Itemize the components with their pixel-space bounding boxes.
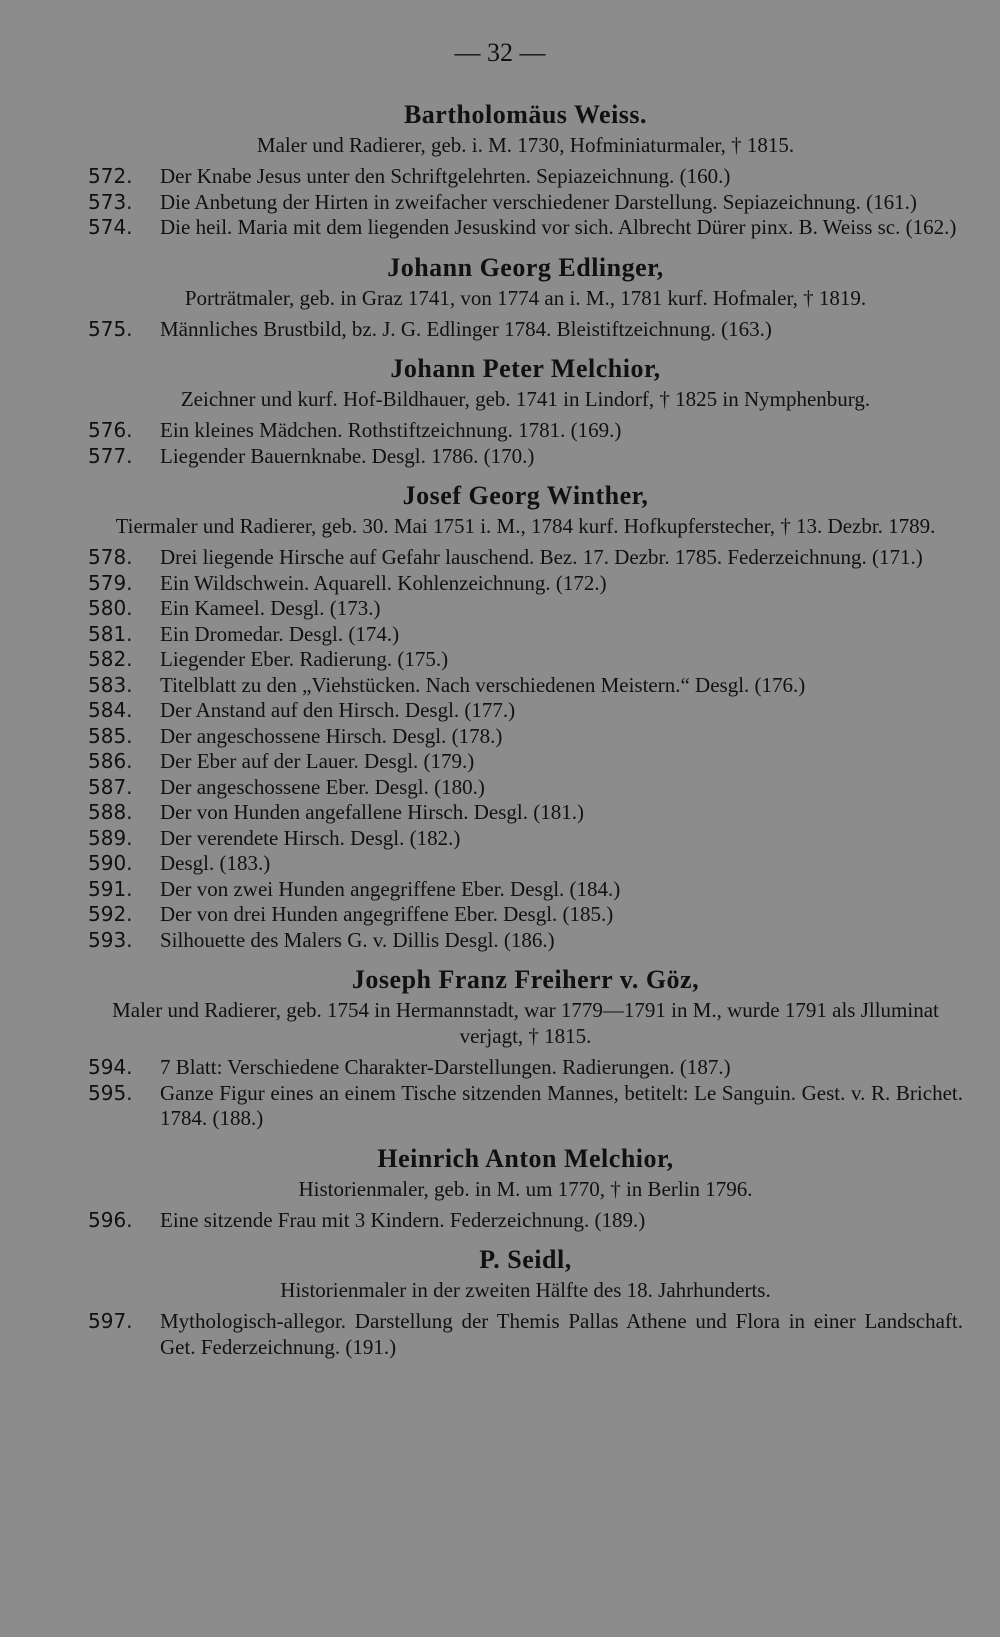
entry-text: Ein kleines Mädchen. Rothstiftzeichnung. 1781. (169.)	[160, 418, 622, 442]
catalog-entry	[88, 826, 963, 852]
catalog-entry	[88, 902, 963, 928]
artist-bio: Maler und Radierer, geb. 1754 in Hermannstadt, war 1779—1791 in M., wurde 1791 als Jlluminat verjagt, † 1815.	[112, 998, 939, 1048]
entry-number: 580.	[88, 596, 133, 620]
entry-number: 584.	[88, 698, 133, 722]
catalog-entry	[88, 877, 963, 903]
artist-section	[88, 965, 963, 1132]
entry-text: Der Anstand auf den Hirsch. Desgl. (177.)	[160, 698, 516, 722]
entry-number: 573.	[88, 189, 133, 214]
entry-number: 575.	[88, 316, 133, 341]
catalog-entry	[88, 800, 963, 826]
entry-number: 587.	[88, 774, 133, 799]
catalog-entry	[88, 647, 963, 673]
entry-text: Ganze Figur eines an einem Tische sitzenden Mannes, betitelt: Le Sanguin. Gest. v. R. Brichet. 1784. (188.)	[160, 1080, 963, 1130]
catalog-entry	[88, 215, 963, 241]
catalog-entry	[88, 1309, 963, 1360]
entry-number: 582.	[88, 647, 133, 671]
catalog-entry	[88, 622, 963, 648]
entry-text: Liegender Eber. Radierung. (175.)	[160, 647, 449, 671]
entry-number: 594.	[88, 1055, 133, 1079]
entry-text: Ein Wildschwein. Aquarell. Kohlenzeichnung. (172.)	[160, 570, 607, 595]
entry-text: Der angeschossene Eber. Desgl. (180.)	[160, 774, 485, 799]
entry-text: Die heil. Maria mit dem liegenden Jesuskind vor sich. Albrecht Dürer pinx. B. Weiss sc. (162.)	[160, 215, 957, 239]
entry-text: Der von drei Hunden angegriffene Eber. Desgl. (185.)	[160, 902, 614, 926]
catalog-entry	[88, 571, 963, 597]
entry-text: Männliches Brustbild, bz. J. G. Edlinger 1784. Bleistiftzeichnung. (163.)	[160, 316, 772, 341]
artist-bio: Zeichner und kurf. Hof-Bildhauer, geb. 1741 in Lindorf, † 1825 in Nymphenburg.	[180, 387, 871, 411]
catalog-entry	[88, 851, 963, 877]
entry-number: 579.	[88, 570, 133, 595]
catalog-entry	[88, 928, 963, 954]
artist-name: Johann Peter Melchior,	[390, 354, 661, 383]
catalog-entry	[88, 418, 963, 444]
catalog-entry	[88, 317, 963, 343]
entry-number: 595.	[88, 1080, 133, 1105]
entry-number: 596.	[88, 1207, 133, 1232]
artist-section	[88, 354, 963, 469]
artist-name: Bartholomäus Weiss.	[403, 100, 648, 129]
artist-name: Josef Georg Winther,	[402, 481, 649, 510]
entry-number: 591.	[88, 876, 133, 901]
catalog-entry	[88, 698, 963, 724]
artist-bio: Historienmaler, geb. in M. um 1770, † in Berlin 1796.	[298, 1176, 753, 1201]
entry-text: Liegender Bauernknabe. Desgl. 1786. (170.)	[160, 443, 535, 468]
artist-name: Joseph Franz Freiherr v. Göz,	[351, 965, 700, 994]
entry-text: Silhouette des Malers G. v. Dillis Desgl. (186.)	[160, 927, 555, 952]
entry-number: 589.	[88, 825, 133, 850]
catalog-entry	[88, 1208, 963, 1234]
entry-number: 593.	[88, 927, 133, 952]
entry-text: Der Knabe Jesus unter den Schriftgelehrten. Sepiazeichnung. (160.)	[160, 164, 731, 188]
catalog-entry	[88, 190, 963, 216]
artist-name: Johann Georg Edlinger,	[387, 252, 664, 282]
entry-number: 572.	[88, 164, 133, 188]
entry-number: 585.	[88, 723, 133, 748]
catalog-entry	[88, 444, 963, 470]
catalog-entry	[88, 673, 963, 699]
catalog-entry	[88, 596, 963, 622]
entry-number: 590.	[88, 851, 133, 875]
entry-text: Der angeschossene Hirsch. Desgl. (178.)	[160, 723, 503, 748]
entry-text: Titelblatt zu den „Viehstücken. Nach verschiedenen Meistern.“ Desgl. (176.)	[160, 672, 806, 697]
artist-section	[88, 481, 963, 953]
catalog-entry	[88, 724, 963, 750]
catalog-content	[88, 96, 963, 1372]
catalog-entry	[88, 775, 963, 801]
page-number: — 32 —	[454, 38, 546, 67]
entry-text: Die Anbetung der Hirten in zweifacher verschiedener Darstellung. Sepiazeichnung. (161.)	[160, 189, 917, 214]
entry-text: Drei liegende Hirsche auf Gefahr lauschend. Bez. 17. Dezbr. 1785. Federzeichnung. (171.)	[160, 545, 923, 569]
entry-text: Der verendete Hirsch. Desgl. (182.)	[160, 825, 461, 850]
artist-section	[88, 100, 963, 241]
artist-name: Heinrich Anton Melchior,	[377, 1143, 674, 1173]
artist-section	[88, 1144, 963, 1234]
artist-section	[88, 253, 963, 343]
catalog-entry	[88, 749, 963, 775]
artist-bio: Porträtmaler, geb. in Graz 1741, von 1774 an i. M., 1781 kurf. Hofmaler, † 1819.	[184, 285, 867, 310]
entry-number: 586.	[88, 749, 133, 773]
entry-text: Ein Dromedar. Desgl. (174.)	[160, 621, 400, 646]
entry-text: Mythologisch-allegor. Darstellung der Themis Pallas Athene und Flora in einer Landschaft. Get. Federzeichnung. (191.)	[160, 1309, 963, 1359]
entry-number: 583.	[88, 672, 133, 697]
entry-number: 597.	[88, 1309, 133, 1333]
entry-number: 578.	[88, 545, 133, 569]
catalog-entry	[88, 1081, 963, 1132]
artist-name: P. Seidl,	[479, 1245, 572, 1274]
entry-number: 592.	[88, 902, 133, 926]
catalog-entry	[88, 164, 963, 190]
artist-bio: Historienmaler in der zweiten Hälfte des 18. Jahrhunderts.	[280, 1278, 771, 1302]
artist-section	[88, 1245, 963, 1360]
entry-number: 576.	[88, 418, 133, 442]
catalog-entry	[88, 545, 963, 571]
artist-bio: Maler und Radierer, geb. i. M. 1730, Hofminiaturmaler, † 1815.	[256, 133, 795, 157]
entry-number: 581.	[88, 621, 133, 646]
artist-bio: Tiermaler und Radierer, geb. 30. Mai 1751 i. M., 1784 kurf. Hofkupferstecher, † 13. Dezbr. 1789.	[115, 514, 936, 538]
entry-number: 577.	[88, 443, 133, 468]
entry-text: Ein Kameel. Desgl. (173.)	[160, 596, 381, 620]
entry-text: Der von Hunden angefallene Hirsch. Desgl. (181.)	[160, 800, 584, 824]
entry-text: Der Eber auf der Lauer. Desgl. (179.)	[160, 749, 475, 773]
entry-text: Eine sitzende Frau mit 3 Kindern. Federzeichnung. (189.)	[160, 1207, 646, 1232]
entry-text: Der von zwei Hunden angegriffene Eber. Desgl. (184.)	[160, 876, 621, 901]
entry-number: 588.	[88, 800, 133, 824]
entry-text: 7 Blatt: Verschiedene Charakter-Darstellungen. Radierungen. (187.)	[160, 1055, 731, 1079]
catalog-entry	[88, 1055, 963, 1081]
entry-text: Desgl. (183.)	[160, 851, 271, 875]
entry-number: 574.	[88, 215, 133, 239]
